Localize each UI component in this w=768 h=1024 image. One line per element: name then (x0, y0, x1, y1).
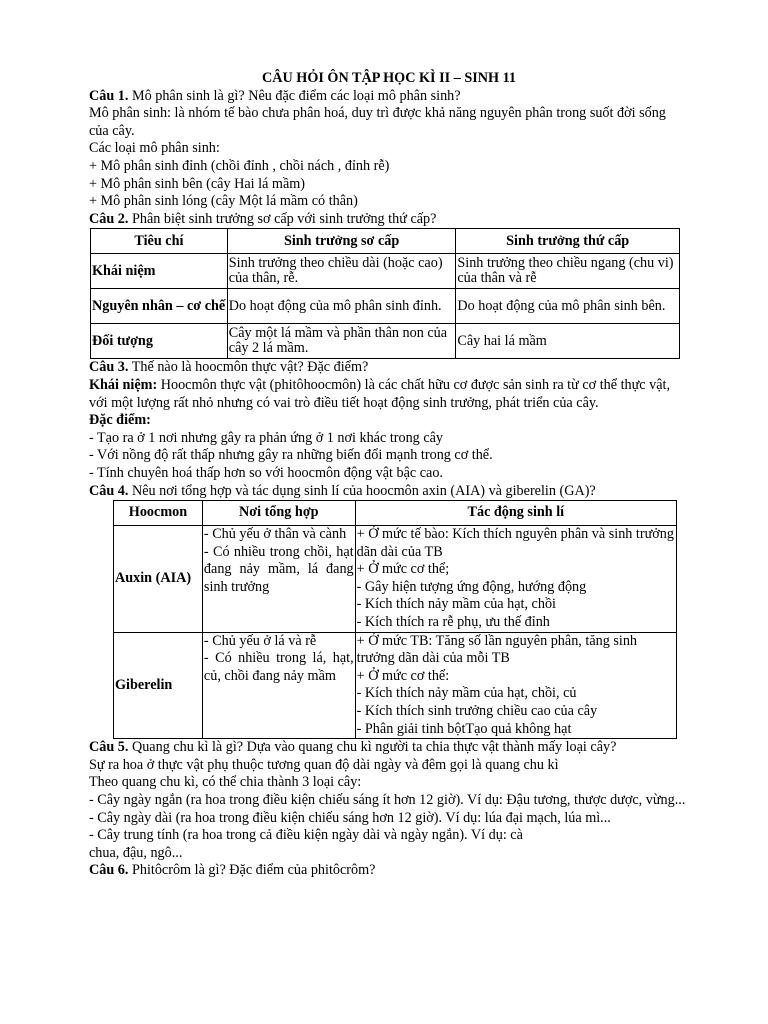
synthesis-line: - Chủ yếu ở lá và rễ (203, 632, 317, 649)
question-4-text: Nêu nơi tổng hợp và tác dụng sinh lí của hoocmôn axin (AIA) và giberelin (GA)? (128, 482, 596, 499)
definition-label: Khái niệm: (89, 376, 158, 393)
table-cell: Do hoạt động của mô phân sinh bên. (456, 289, 680, 324)
hormone-name: Giberelin (114, 632, 203, 739)
effect-line: - Kích thích ra rễ phụ, ưu thế đỉnh (356, 614, 550, 631)
question-6 (89, 862, 689, 880)
table-cell: Sinh trưởng theo chiều dài (hoặc cao) của thân, rễ. (227, 254, 456, 289)
table-cell: Cây một lá mầm và phần thân non của cây 2 lá mầm. (227, 324, 456, 359)
features-label: Đặc điểm: (89, 412, 151, 429)
document-page (89, 70, 689, 880)
hormone-name: Auxin (AIA) (114, 526, 203, 633)
table-row (114, 526, 677, 633)
question-3-label: Câu 3. (89, 359, 129, 376)
question-2 (89, 211, 689, 229)
table-cell: Sinh trưởng theo chiều ngang (chu vi) của thân và rễ (456, 254, 680, 289)
answer-5-line: chua, đậu, ngô... (89, 844, 183, 861)
table-row (91, 289, 680, 324)
effect-line: - Kích thích nảy mầm của hạt, chồi (356, 596, 556, 613)
answer-1-line: + Mô phân sinh lóng (cây Một lá mầm có thân) (89, 193, 358, 210)
answer-1-line: + Mô phân sinh bên (cây Hai lá mầm) (89, 175, 306, 192)
effect-line: - Kích thích nảy mầm của hạt, chồi, củ (356, 685, 577, 702)
table-row (91, 254, 680, 289)
table-header-cell: Tiêu chí (91, 229, 228, 254)
document-title: CÂU HỎI ÔN TẬP HỌC KÌ II – SINH 11 (262, 70, 516, 86)
effects-cell (355, 526, 676, 633)
table-header-row (114, 501, 677, 526)
question-5 (89, 739, 689, 757)
question-3 (89, 359, 689, 377)
hormone-table (113, 500, 677, 739)
question-4 (89, 483, 689, 501)
answer-5-line: - Cây ngày ngắn (ra hoa trong điều kiện chiếu sáng ít hơn 12 giờ). Ví dụ: Đậu tương, thược dược, vừng... (89, 792, 686, 808)
answer-5-line: - Cây ngày dài (ra hoa trong điều kiện chiếu sáng hơn 12 giờ). Ví dụ: lúa đại mạch, lúa mì... (89, 809, 611, 826)
table-header-cell: Nơi tổng hợp (202, 501, 355, 526)
table-header-cell: Sinh trưởng thứ cấp (456, 229, 680, 254)
table-row (91, 324, 680, 359)
table-header-row (91, 229, 680, 254)
effect-line: - Kích thích sinh trưởng chiều cao của cây (356, 703, 598, 720)
answer-1-line: Các loại mô phân sinh: (89, 140, 220, 157)
question-3-text: Thế nào là hoocmôn thực vật? Đặc điểm? (128, 359, 369, 376)
synthesis-line: - Chủ yếu ở thân và cành (203, 526, 347, 543)
answer-1-line: + Mô phân sinh đỉnh (chồi đỉnh , chồi nách , đỉnh rễ) (89, 157, 390, 174)
synthesis-line: - Có nhiều trong chồi, hạt đang nảy mầm, lá đang sinh trưởng (203, 543, 354, 595)
question-4-label: Câu 4. (89, 482, 129, 499)
table-cell-criterion: Nguyên nhân – cơ chế (91, 289, 228, 324)
question-1 (89, 88, 689, 106)
answer-5-line: - Cây trung tính (ra hoa trong cả điều kiện ngày dài và ngày ngắn). Ví dụ: cà (89, 827, 523, 844)
definition-text: Hoocmôn thực vật (phitôhoocmôn) là các chất hữu cơ được sản sinh ra từ cơ thể thực vật, với một lượng rất nhỏ nhưng có vai trò điều tiết hoạt động sinh trưởng, phát triển của cây. (89, 376, 671, 411)
growth-comparison-table (90, 228, 680, 359)
synthesis-site-cell (202, 526, 355, 633)
feature-line: - Tạo ra ở 1 nơi nhưng gây ra phản ứng ở 1 nơi khác trong cây (89, 429, 444, 446)
question-2-label: Câu 2. (89, 210, 129, 227)
answer-5-line: Sự ra hoa ở thực vật phụ thuộc tương quan độ dài ngày và đêm gọi là quang chu kì (89, 756, 559, 773)
effect-line: + Ở mức tế bào: Kích thích nguyên phân và sinh trưởng dãn dài của TB (356, 526, 674, 560)
effect-line: + Ở mức cơ thể; (356, 561, 450, 578)
question-6-text: Phitôcrôm là gì? Đặc điểm của phitôcrôm? (128, 862, 376, 879)
table-cell-criterion: Đối tượng (91, 324, 228, 359)
question-1-label: Câu 1. (89, 87, 129, 104)
feature-line: - Tính chuyên hoá thấp hơn so với hoocmôn động vật bậc cao. (89, 464, 443, 481)
question-6-label: Câu 6. (89, 862, 129, 879)
effects-cell (355, 632, 676, 739)
question-5-label: Câu 5. (89, 739, 129, 756)
table-header-cell: Tác động sinh lí (355, 501, 676, 526)
table-cell: Do hoạt động của mô phân sinh đỉnh. (227, 289, 456, 324)
synthesis-line: - Có nhiều trong lá, hạt, củ, chồi đang nảy mầm (203, 650, 354, 684)
question-1-text: Mô phân sinh là gì? Nêu đặc điểm các loại mô phân sinh? (128, 87, 461, 104)
effect-line: + Ở mức cơ thể: (356, 667, 450, 684)
effect-line: + Ở mức TB: Tăng số lần nguyên phân, tăng sinh trưởng dãn dài của mỗi TB (356, 632, 638, 667)
question-2-text: Phân biệt sinh trưởng sơ cấp với sinh trưởng thứ cấp? (128, 210, 437, 227)
effect-line: - Gây hiện tượng ứng động, hướng động (356, 578, 587, 595)
table-row (114, 632, 677, 739)
answer-1-line: Mô phân sinh: là nhóm tế bào chưa phân hoá, duy trì được khả năng nguyên phân trong suốt đời sống của cây. (89, 105, 666, 139)
table-cell-criterion: Khái niệm (91, 254, 228, 289)
effect-line: - Phân giải tinh bộtTạo quả không hạt (356, 720, 572, 737)
hormone-definition (89, 377, 689, 412)
answer-5-line: Theo quang chu kì, có thể chia thành 3 loại cây: (89, 774, 362, 791)
table-header-cell: Sinh trưởng sơ cấp (227, 229, 456, 254)
table-header-cell: Hoocmon (114, 501, 203, 526)
table-cell: Cây hai lá mầm (456, 324, 680, 359)
feature-line: - Với nồng độ rất thấp nhưng gây ra những biến đổi mạnh trong cơ thể. (89, 447, 493, 464)
synthesis-site-cell (202, 632, 355, 739)
question-5-text: Quang chu kì là gì? Dựa vào quang chu kì người ta chia thực vật thành mấy loại cây? (128, 739, 617, 756)
